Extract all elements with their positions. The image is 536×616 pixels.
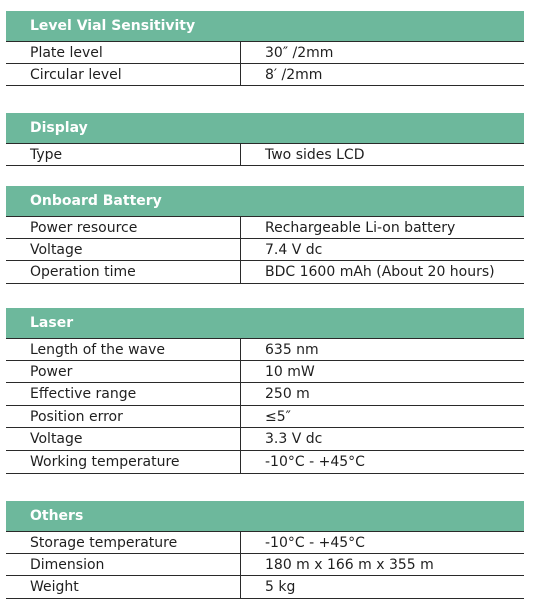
spec-value: BDC 1600 mAh (About 20 hours) [265, 264, 495, 281]
spec-label: Position error [30, 408, 123, 425]
table-row [6, 64, 524, 87]
section-header-onboard-battery: Onboard Battery [6, 186, 524, 216]
table-row [6, 554, 524, 577]
spec-label: Length of the wave [30, 342, 166, 358]
table-row [6, 216, 524, 239]
spec-label: Working temperature [30, 453, 180, 470]
table-row [6, 41, 524, 64]
spec-label: Power resource [30, 220, 138, 236]
table-row [6, 428, 524, 451]
spec-label: Type [30, 147, 63, 163]
table-row [6, 531, 524, 554]
spec-table-level-vial-sensitivity [6, 41, 524, 86]
spec-value: 7.4 V dc [265, 241, 323, 258]
column-divider [240, 261, 241, 283]
spec-value: ≤5″ [265, 408, 291, 425]
spec-table-laser [6, 338, 524, 474]
column-divider [240, 383, 241, 405]
section-header-others: Others [6, 501, 524, 531]
spec-value: 5 kg [265, 579, 296, 596]
section-header-level-vial-sensitivity: Level Vial Sensitivity [6, 11, 524, 41]
table-row [6, 261, 524, 284]
spec-label: Voltage [30, 431, 83, 448]
column-divider [240, 42, 241, 63]
spec-label: Effective range [30, 386, 137, 403]
spec-label: Circular level [30, 66, 122, 83]
spec-table-others [6, 531, 524, 599]
spec-value: 635 nm [265, 342, 319, 358]
table-row [6, 361, 524, 384]
spec-value: 3.3 V dc [265, 431, 323, 448]
table-row [6, 338, 524, 361]
column-divider [240, 554, 241, 576]
spec-value: -10°C - +45°C [265, 535, 365, 551]
column-divider [240, 406, 241, 428]
table-row [6, 239, 524, 262]
spec-value: 30″ /2mm [265, 45, 334, 61]
section-header-laser: Laser [6, 308, 524, 338]
spec-value: Rechargeable Li-on battery [265, 220, 456, 236]
spec-value: Two sides LCD [265, 147, 365, 163]
table-row [6, 576, 524, 599]
spec-label: Weight [30, 579, 79, 596]
column-divider [240, 239, 241, 261]
table-row [6, 451, 524, 474]
spec-value: 180 m x 166 m x 355 m [265, 556, 434, 573]
table-row [6, 406, 524, 429]
spec-label: Voltage [30, 241, 83, 258]
spec-label: Plate level [30, 45, 103, 61]
column-divider [240, 339, 241, 360]
spec-label: Operation time [30, 264, 136, 281]
spec-value: 8′ /2mm [265, 66, 323, 83]
spec-label: Storage temperature [30, 535, 178, 551]
column-divider [240, 217, 241, 238]
spec-label: Power [30, 363, 73, 380]
spec-table-onboard-battery [6, 216, 524, 284]
spec-value: 10 mW [265, 363, 315, 380]
column-divider [240, 64, 241, 86]
table-row [6, 383, 524, 406]
spec-label: Dimension [30, 556, 105, 573]
spec-value: -10°C - +45°C [265, 453, 365, 470]
column-divider [240, 532, 241, 553]
column-divider [240, 361, 241, 383]
column-divider [240, 144, 241, 165]
table-row [6, 143, 524, 166]
column-divider [240, 576, 241, 598]
column-divider [240, 428, 241, 450]
spec-value: 250 m [265, 386, 310, 403]
section-header-display: Display [6, 113, 524, 143]
spec-table-display [6, 143, 524, 166]
column-divider [240, 451, 241, 473]
